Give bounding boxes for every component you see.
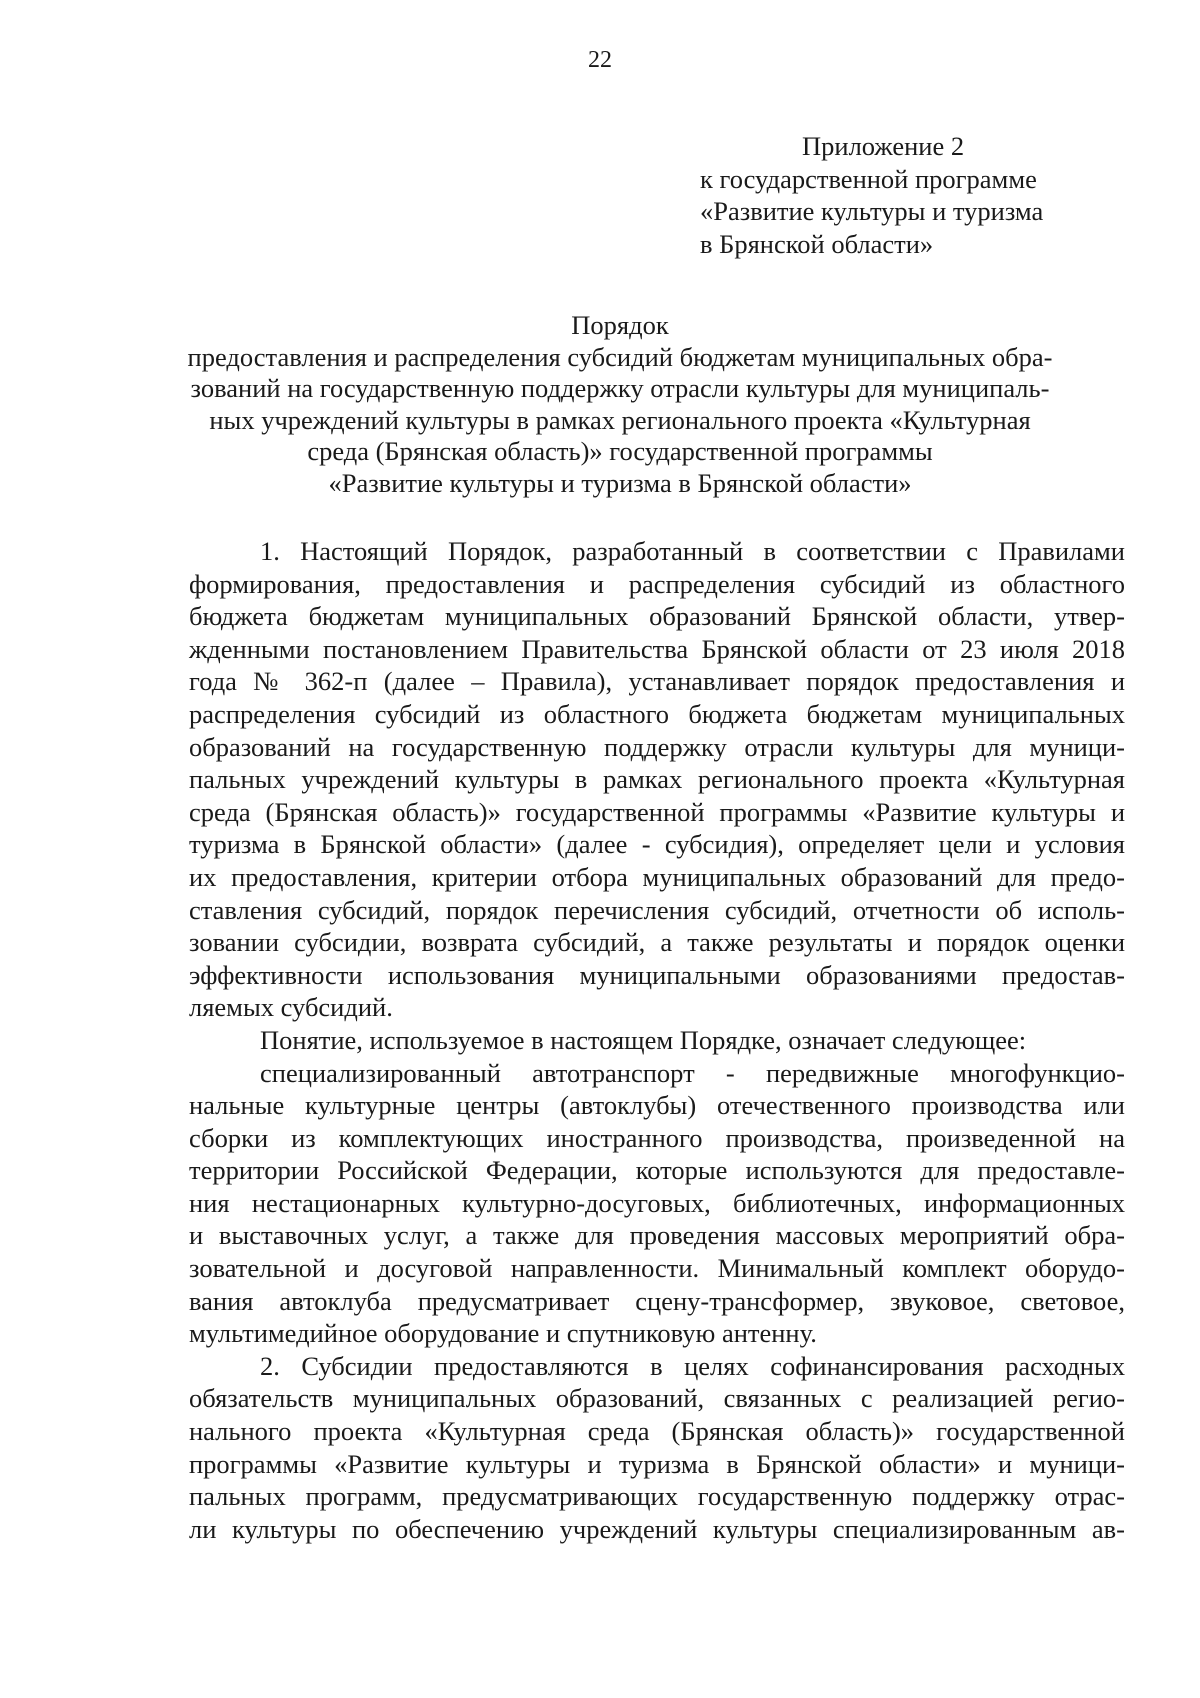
definition-line: ния нестационарных культурно-досуговых, библиотечных, информационных (189, 1187, 1125, 1218)
paragraph-2-line: обязательств муниципальных образований, связанных с реализацией регио- (189, 1383, 1125, 1414)
title-line: зований на государственную поддержку отрасли культуры для муниципаль- (190, 373, 1050, 403)
document-title (180, 310, 1060, 499)
paragraph-1-line: образований на государственную поддержку отрасли культуры для муници- (189, 731, 1125, 762)
title-line: среда (Брянская область)» государственной программы (307, 436, 933, 466)
definition-line: нальные культурные центры (автоклубы) отечественного производства или (189, 1090, 1125, 1121)
paragraph-2-line: ли культуры по обеспечению учреждений культуры специализированным ав- (189, 1513, 1125, 1544)
paragraph-1-line: бюджета бюджетам муниципальных образований Брянской области, утвер- (189, 601, 1125, 632)
paragraph-1-line: жденными постановлением Правительства Брянской области от 23 июля 2018 (189, 633, 1125, 664)
title-line: «Развитие культуры и туризма в Брянской области» (328, 467, 912, 498)
paragraph-1-line: туризма в Брянской области» (далее - субсидия), определяет цели и условия (189, 829, 1125, 860)
appendix-line: Приложение 2 (802, 131, 965, 161)
title-line: ных учреждений культуры в рамках регионального проекта «Культурная (209, 404, 1031, 435)
definition-line: и выставочных услуг, а также для проведения массовых мероприятий обра- (189, 1220, 1125, 1251)
definition-line: зовательной и досуговой направленности. Минимальный комплект оборудо- (189, 1253, 1125, 1284)
appendix-block (700, 130, 1160, 260)
appendix-line: к государственной программе (700, 163, 1037, 194)
paragraph-2-line: программы «Развитие культуры и туризма в Брянской области» и муници- (189, 1448, 1125, 1479)
paragraph-1-line: ляемых субсидий. (189, 992, 393, 1023)
definition-intro-line: Понятие, используемое в настоящем Порядке, означает следующее: (260, 1024, 1027, 1055)
title-heading: Порядок (571, 310, 669, 340)
title-line: предоставления и распределения субсидий бюджетам муниципальных обра- (187, 341, 1053, 372)
paragraph-2-line: нального проекта «Культурная среда (Брянская область)» государственной (189, 1416, 1125, 1447)
page-number: 22 (588, 47, 612, 73)
paragraph-1-line: 1. Настоящий Порядок, разработанный в соответствии с Правилами (260, 536, 1125, 566)
paragraph-1-line: эффективности использования муниципальными образованиями предостав- (189, 959, 1125, 990)
paragraph-1-line: формирования, предоставления и распределения субсидий из областного (189, 568, 1125, 599)
definition-line: территории Российской Федерации, которые используются для предоставле- (189, 1155, 1125, 1186)
paragraph-2-line: 2. Субсидии предоставляются в целях софинансирования расходных (260, 1350, 1125, 1381)
appendix-line: «Развитие культуры и туризма (700, 196, 1044, 226)
definition-line: мультимедийное оборудование и спутниковую антенну. (189, 1318, 817, 1349)
paragraph-1-line: их предоставления, критерии отбора муниципальных образований для предо- (189, 861, 1125, 892)
paragraph-1-line: среда (Брянская область)» государственной программы «Развитие культуры и (189, 796, 1125, 827)
paragraph-1-line: ставления субсидий, порядок перечисления субсидий, отчетности об исполь- (189, 894, 1125, 925)
body-text (189, 535, 1125, 1545)
paragraph-2-line: пальных программ, предусматривающих государственную поддержку отрас- (189, 1481, 1125, 1512)
definition-line: вания автоклуба предусматривает сцену-трансформер, звуковое, световое, (189, 1285, 1125, 1316)
definition-line: сборки из комплектующих иностранного производства, произведенной на (189, 1122, 1125, 1153)
paragraph-1-line: зовании субсидии, возврата субсидий, а также результаты и порядок оценки (189, 927, 1125, 958)
definition-line: специализированный автотранспорт - передвижные многофункцио- (260, 1057, 1125, 1088)
paragraph-1-line: года № 362-п (далее – Правила), устанавливает порядок предоставления и (189, 666, 1125, 697)
appendix-line: в Брянской области» (700, 228, 934, 259)
paragraph-1-line: распределения субсидий из областного бюджета бюджетам муниципальных (189, 698, 1125, 729)
paragraph-1-line: пальных учреждений культуры в рамках регионального проекта «Культурная (189, 764, 1125, 795)
